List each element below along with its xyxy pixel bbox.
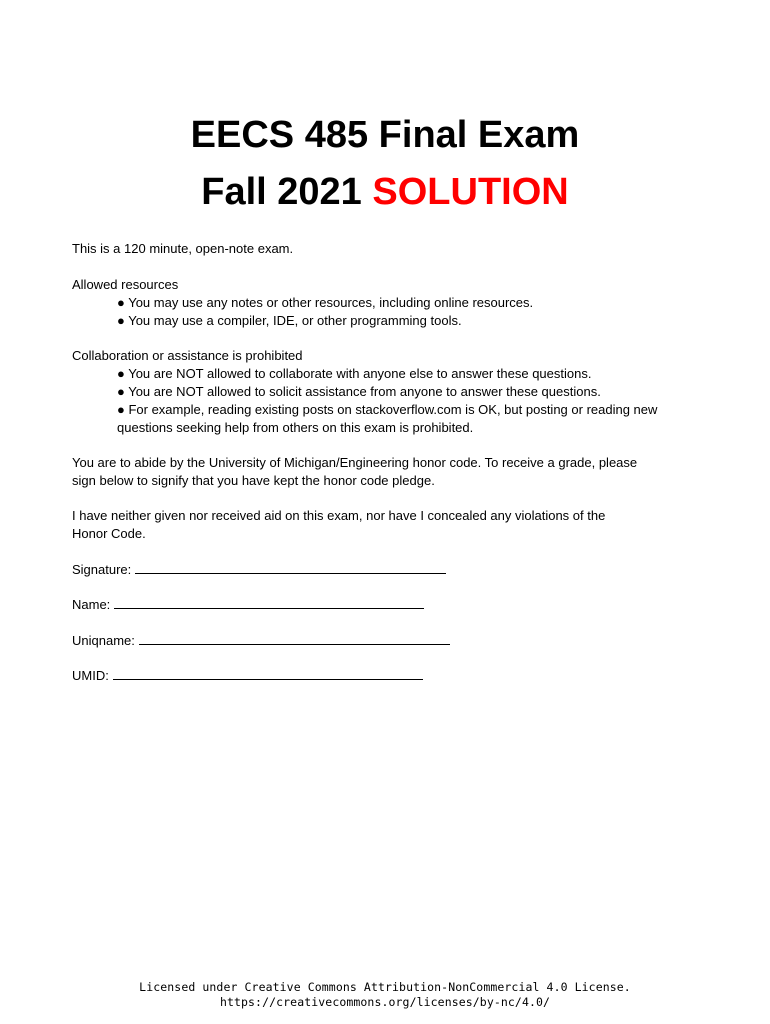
- uniqname-line[interactable]: [139, 643, 450, 645]
- uniqname-field: [72, 632, 450, 650]
- signature-label: Signature:: [72, 562, 132, 577]
- term-label: Fall 2021: [201, 171, 373, 213]
- collab-item-example: ● For example, reading existing posts on stackoverflow.com is OK, but posting or reading new: [117, 402, 658, 417]
- name-line[interactable]: [114, 607, 424, 609]
- license-text: Licensed under Creative Commons Attribution-NonCommercial 4.0 License.: [139, 980, 631, 994]
- umid-field: [72, 667, 423, 685]
- umid-label: UMID:: [72, 668, 109, 683]
- honor-code-line2: sign below to signify that you have kept the honor code pledge.: [72, 473, 435, 488]
- allowed-heading: Allowed resources: [72, 277, 179, 292]
- pledge-line1: I have neither given nor received aid on this exam, nor have I concealed any violations of the: [72, 508, 606, 523]
- exam-subtitle: [0, 170, 770, 214]
- name-field: [72, 596, 424, 614]
- intro-text: This is a 120 minute, open-note exam.: [72, 241, 294, 256]
- allowed-item-tools: ● You may use a compiler, IDE, or other programming tools.: [117, 313, 462, 328]
- uniqname-label: Uniqname:: [72, 633, 135, 648]
- pledge-line2: Honor Code.: [72, 526, 146, 541]
- license-url: https://creativecommons.org/licenses/by-nc/4.0/: [219, 995, 551, 1009]
- signature-field: [72, 561, 446, 579]
- signature-line[interactable]: [135, 572, 446, 574]
- solution-label: SOLUTION: [372, 171, 569, 213]
- collab-heading: Collaboration or assistance is prohibited: [72, 348, 303, 363]
- allowed-item-notes: ● You may use any notes or other resources, including online resources.: [117, 295, 534, 310]
- name-label: Name:: [72, 597, 111, 612]
- collab-item-example-cont: questions seeking help from others on this exam is prohibited.: [117, 420, 474, 435]
- honor-code-line1: You are to abide by the University of Michigan/Engineering honor code. To receive a grade, please: [72, 455, 638, 470]
- collab-item-solicit: ● You are NOT allowed to solicit assistance from anyone to answer these questions.: [117, 384, 601, 399]
- collab-item-collaborate: ● You are NOT allowed to collaborate with anyone else to answer these questions.: [117, 366, 592, 381]
- exam-title: EECS 485 Final Exam: [190, 114, 580, 156]
- umid-line[interactable]: [113, 678, 423, 680]
